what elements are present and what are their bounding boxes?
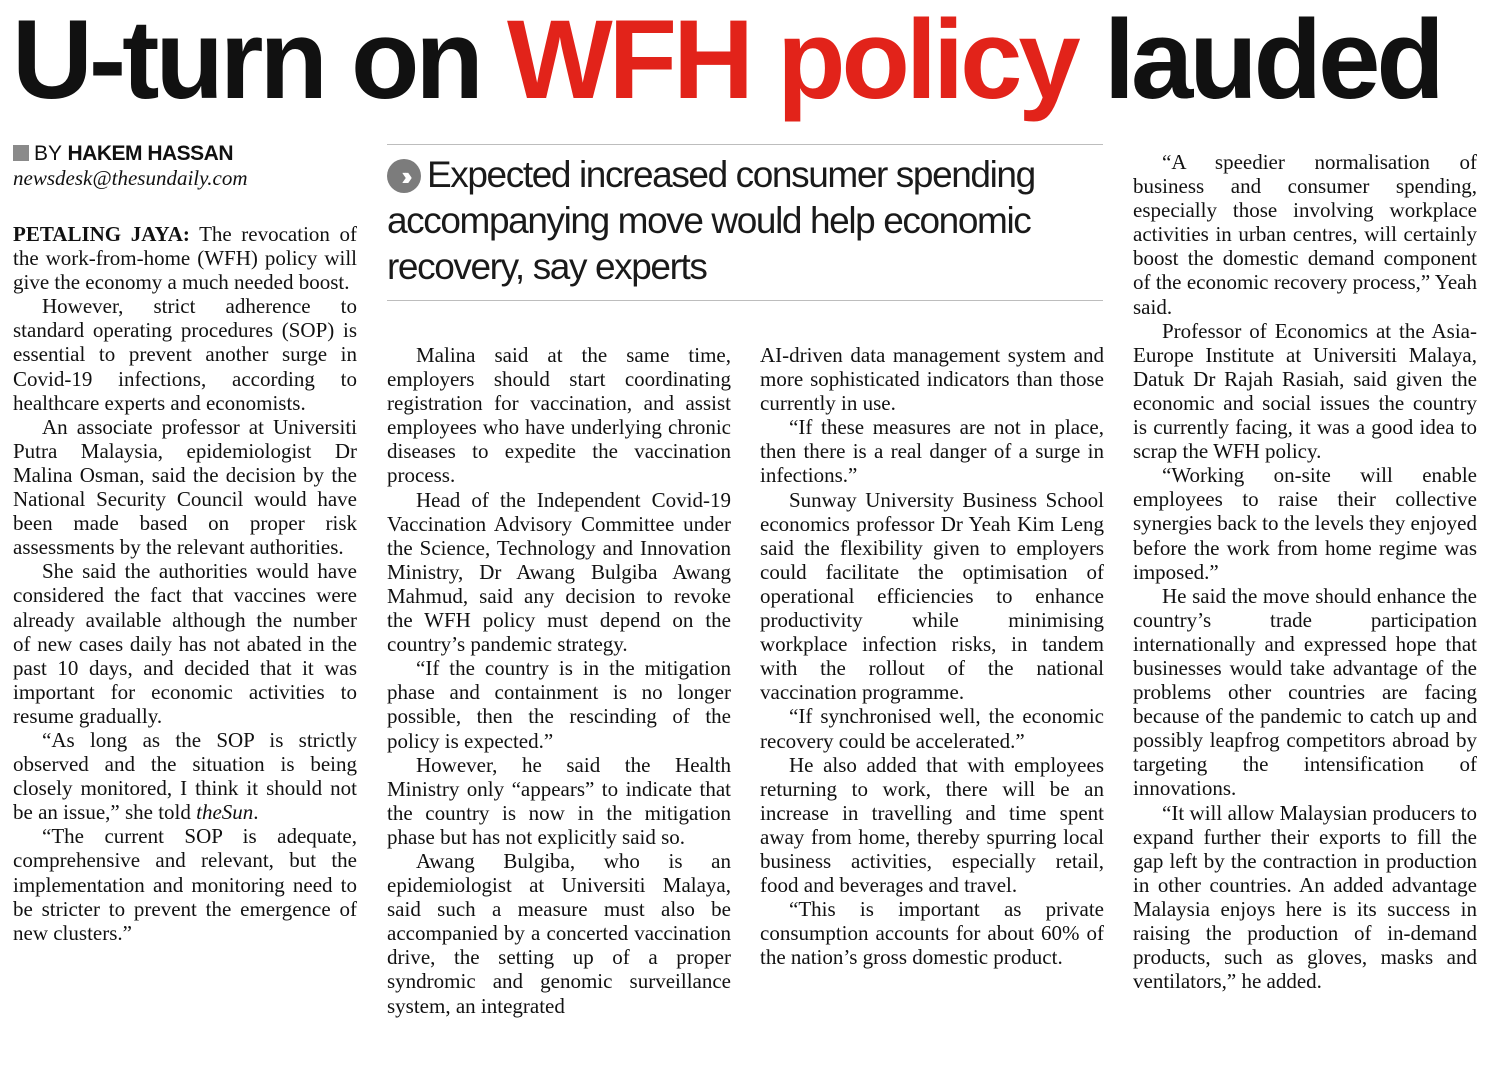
- paragraph: She said the authorities would have considered the fact that vaccines were already available although the number of new cases daily has not abated in the past 10 days, and decided that it was important for economic activities to resume gradually.: [13, 559, 357, 728]
- byline-square-icon: [13, 145, 29, 161]
- paragraph-text: “As long as the SOP is strictly observed and the situation is being closely monitored, I think it should not be an issue,” she told: [13, 727, 357, 825]
- paragraph: AI-driven data management system and more sophisticated indicators than those currently in use.: [760, 343, 1104, 416]
- paragraph: [13, 728, 357, 824]
- byline-by: BY: [34, 142, 62, 165]
- headline-part2: lauded: [1076, 0, 1441, 122]
- article-column-3: [760, 343, 1104, 969]
- paragraph: “This is important as private consumption accounts for about 60% of the nation’s gross domestic product.: [760, 897, 1104, 970]
- publication-name: theSun: [196, 800, 254, 825]
- paragraph: Professor of Economics at the Asia-Europe Institute at Universiti Malaya, Datuk Dr Rajah Rasiah, said given the economic and social issues the country is currently facing, it was a good idea to scrap the WFH policy.: [1133, 318, 1477, 464]
- deck: [387, 152, 1103, 290]
- paragraph: He also added that with employees returning to work, there will be an increase in travelling and time spent away from home, thereby spurring local business activities, especially retail, food and beverages and travel.: [760, 752, 1104, 898]
- headline-part1: U-turn on: [12, 0, 507, 122]
- byline-author: HAKEM HASSAN: [67, 142, 233, 165]
- article-column-4: [1133, 150, 1477, 993]
- paragraph: Head of the Independent Covid-19 Vaccination Advisory Committee under the Science, Technology and Innovation Ministry, Dr Awang Bulgiba Awang Mahmud, said any decision to revoke the WFH policy must depend on the country’s pandemic strategy.: [387, 487, 731, 657]
- paragraph: “A speedier normalisation of business and consumer spending, especially those involving workplace activities in urban centres, will certainly boost the domestic demand component of the economic recovery process,” Yeah said.: [1133, 150, 1477, 319]
- paragraph: An associate professor at Universiti Putra Malaysia, epidemiologist Dr Malina Osman, said the decision by the National Security Council would have been made based on proper risk assessments by the relevant authorities.: [13, 414, 357, 560]
- deck-text: Expected increased consumer spending accompanying move would help economic recovery, say experts: [387, 154, 1035, 287]
- paragraph: Awang Bulgiba, who is an epidemiologist at Universiti Malaya, said such a measure must also be accompanied by a concerted vaccination drive, the setting up of a proper syndromic and genomic surveillance system, an integrated: [387, 848, 731, 1018]
- paragraph: He said the move should enhance the country’s trade participation internationally and expressed hope that businesses would take advantage of the problems other countries are facing because of the pandemic to catch up and possibly leapfrog competitors abroad by targeting the intensification of innovations.: [1133, 583, 1477, 801]
- paragraph: Malina said at the same time, employers should start coordinating registration for vaccination, and assist employees who have underlying chronic diseases to expedite the vaccination process.: [387, 343, 731, 488]
- article-column-2: [387, 343, 731, 1018]
- dateline: PETALING JAYA:: [13, 222, 190, 246]
- headline: [12, 0, 1492, 126]
- deck-top-rule: [387, 144, 1103, 145]
- paragraph: “If these measures are not in place, then there is a real danger of a surge in infections.”: [760, 415, 1104, 488]
- deck-bottom-rule: [387, 300, 1103, 301]
- paragraph: “The current SOP is adequate, comprehensive and relevant, but the implementation and monitoring need to be stricter to prevent the emergence of new clusters.”: [13, 824, 357, 945]
- paragraph: However, strict adherence to standard operating procedures (SOP) is essential to prevent another surge in Covid-19 infections, according to healthcare experts and economists.: [13, 294, 357, 415]
- paragraph: [13, 222, 357, 294]
- double-chevron-icon: ››: [387, 159, 421, 193]
- article-column-1: [13, 222, 357, 945]
- byline-email: newsdesk@thesundaily.com: [13, 166, 248, 190]
- paragraph-text: The revocation of the work-from-home (WFH) policy will give the economy a much needed boost.: [13, 222, 358, 295]
- paragraph-text: .: [253, 800, 259, 825]
- paragraph: “Working on-site will enable employees to raise their collective synergies back to the levels they enjoyed before the work from home regime was imposed.”: [1133, 463, 1477, 584]
- paragraph: “If synchronised well, the economic recovery could be accelerated.”: [760, 704, 1104, 753]
- paragraph: Sunway University Business School economics professor Dr Yeah Kim Leng said the flexibility given to employers could facilitate the optimisation of operational efficiencies to enhance productivity while minimising workplace infection risks, in tandem with the rollout of the national vaccination programme.: [760, 487, 1104, 705]
- headline-accent: WFH policy: [506, 0, 1077, 122]
- paragraph: “If the country is in the mitigation phase and containment is no longer possible, then the rescinding of the policy is expected.”: [387, 656, 731, 753]
- byline: [13, 142, 357, 166]
- paragraph: “It will allow Malaysian producers to expand further their exports to fill the gap left by the contraction in production in other countries. An added advantage Malaysia enjoys here is its success in raising the production of in-demand products, such as gloves, masks and ventilators,” he added.: [1133, 800, 1477, 994]
- paragraph: However, he said the Health Ministry only “appears” to indicate that the country is now in the mitigation phase but has not explicitly said so.: [387, 752, 731, 849]
